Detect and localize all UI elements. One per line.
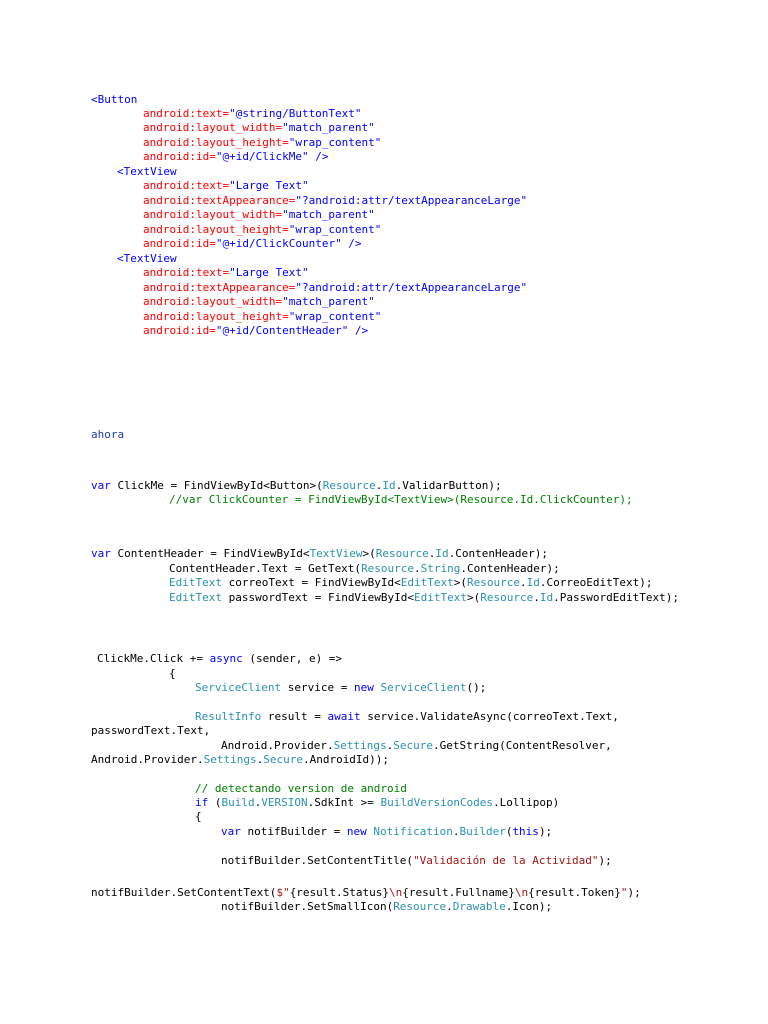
code-text: notifBuilder =	[240, 825, 347, 838]
xml-line	[143, 324, 368, 338]
type-name: Resource	[467, 576, 521, 589]
code-text: ContentHeader.Text = GetText(	[169, 562, 362, 575]
keyword: await	[327, 710, 361, 723]
type-name: Id	[382, 479, 396, 492]
type-name: BuildVersionCodes	[380, 796, 494, 809]
code-text: ContentHeader = FindViewById<	[110, 547, 310, 560]
code-text: .Icon);	[505, 900, 553, 913]
code-text: );	[598, 854, 612, 867]
type-name: Settings	[203, 753, 257, 766]
code-line	[169, 667, 176, 681]
xml-value: "wrap_content"	[288, 136, 382, 149]
code-text: {result.Fullname}	[402, 886, 515, 899]
code-text: {	[169, 667, 176, 680]
xml-attr: android:text=	[143, 107, 230, 120]
xml-value: "@+id/ClickCounter" />	[215, 237, 362, 250]
keyword: var	[221, 825, 241, 838]
type-name: VERSION	[261, 796, 308, 809]
xml-value: "?android:attr/textAppearanceLarge"	[295, 281, 528, 294]
code-text: .	[446, 900, 453, 913]
type-name: Secure	[393, 739, 433, 752]
code-text: .ValidarButton);	[395, 479, 502, 492]
string-literal: "	[620, 886, 628, 899]
keyword: async	[209, 652, 243, 665]
code-line	[195, 681, 486, 695]
keyword: var	[91, 479, 111, 492]
type-name: Id	[539, 591, 554, 604]
xml-button-tag	[91, 93, 137, 107]
type-name: Secure	[263, 753, 303, 766]
type-name: Resource	[361, 562, 415, 575]
code-text: (	[208, 796, 222, 809]
type-name: Resource	[480, 591, 534, 604]
code-text: .	[452, 825, 460, 838]
xml-value: "@+id/ContentHeader" />	[215, 324, 369, 337]
code-text: .	[254, 796, 262, 809]
code-text: .	[375, 479, 383, 492]
type-name: Resource	[393, 900, 447, 913]
xml-attr: android:id=	[143, 150, 216, 163]
type-name: ServiceClient	[380, 681, 467, 694]
xml-value: "wrap_content"	[288, 223, 382, 236]
string-literal: \n	[514, 886, 529, 899]
xml-value: "Large Text"	[229, 266, 309, 279]
code-text: >(	[467, 591, 481, 604]
xml-attr: android:layout_width=	[143, 295, 283, 308]
type-name: Drawable	[452, 900, 506, 913]
keyword: new	[346, 825, 367, 838]
string-literal: $"	[276, 886, 290, 899]
xml-line	[143, 107, 362, 121]
code-text: .	[428, 547, 436, 560]
code-text: .	[386, 739, 394, 752]
code-text: passwordText.Text,	[91, 724, 211, 737]
type-name: Id	[526, 576, 540, 589]
code-line	[169, 562, 560, 576]
xml-value: "@+id/ClickMe" />	[215, 150, 329, 163]
xml-tag: <Button	[91, 93, 138, 106]
type-name: Settings	[333, 739, 387, 752]
code-text: .	[256, 753, 264, 766]
xml-line	[143, 208, 375, 222]
code-text: result =	[261, 710, 328, 723]
xml-attr: android:layout_height=	[143, 136, 289, 149]
xml-line	[143, 136, 381, 150]
code-text: passwordText = FindViewById<	[221, 591, 415, 604]
xml-line	[143, 295, 375, 309]
keyword: new	[353, 681, 374, 694]
type-name: EditText	[400, 576, 454, 589]
type-name: Build	[221, 796, 255, 809]
code-line	[195, 810, 202, 824]
code-text: ClickMe.Click +=	[97, 652, 210, 665]
type-name: Resource	[322, 479, 376, 492]
xml-line	[143, 237, 362, 251]
code-text: .	[533, 591, 540, 604]
xml-line	[143, 281, 527, 295]
code-text: (	[505, 825, 513, 838]
code-line	[195, 796, 559, 810]
code-line	[169, 591, 679, 605]
xml-tag: <TextView	[117, 252, 177, 265]
code-line	[221, 900, 552, 914]
code-text: >(	[362, 547, 376, 560]
xml-line	[143, 194, 527, 208]
xml-tag: <TextView	[117, 165, 177, 178]
xml-textview-tag	[117, 165, 177, 179]
code-text: service.ValidateAsync(correoText.Text,	[360, 710, 619, 723]
code-line	[195, 710, 619, 724]
code-line	[221, 825, 552, 839]
code-text: ();	[466, 681, 487, 694]
xml-line	[143, 121, 375, 135]
xml-attr: android:layout_width=	[143, 208, 283, 221]
type-name: Notification	[373, 825, 453, 838]
code-text: .PasswordEditText);	[553, 591, 679, 604]
xml-attr: android:textAppearance=	[143, 281, 296, 294]
type-name: ResultInfo	[195, 710, 262, 723]
type-name: EditText	[414, 591, 468, 604]
xml-attr: android:layout_height=	[143, 223, 289, 236]
code-text: .AndroidId));	[302, 753, 390, 766]
xml-value: "wrap_content"	[288, 310, 382, 323]
code-text: {result.Token}	[528, 886, 621, 899]
code-line	[169, 576, 652, 590]
xml-line	[143, 223, 381, 237]
code-text: .ContenHeader);	[448, 547, 548, 560]
type-name: TextView	[309, 547, 363, 560]
code-text: ClickMe = FindViewById<Button>(	[110, 479, 323, 492]
type-name: String	[420, 562, 461, 575]
xml-attr: android:text=	[143, 179, 230, 192]
code-text: .	[414, 562, 421, 575]
type-name: EditText	[169, 576, 222, 589]
code-comment: //var ClickCounter = FindViewById<TextView>(Resource.Id.ClickCounter);	[169, 493, 633, 506]
type-name: EditText	[169, 591, 222, 604]
type-name: ServiceClient	[195, 681, 282, 694]
code-text: );	[538, 825, 553, 838]
xml-attr: android:id=	[143, 237, 216, 250]
code-text: (sender, e) =>	[242, 652, 343, 665]
code-text: notifBuilder.SetSmallIcon(	[221, 900, 394, 913]
code-line	[97, 652, 342, 666]
xml-value: "Large Text"	[229, 179, 309, 192]
xml-line	[143, 179, 309, 193]
code-line	[221, 854, 612, 868]
code-text: );	[627, 886, 641, 899]
xml-value: "match_parent"	[282, 208, 375, 221]
type-name: Id	[435, 547, 449, 560]
code-line	[91, 479, 502, 493]
keyword: var	[91, 547, 111, 560]
string-literal: \n	[389, 886, 403, 899]
code-text: Android.Provider.	[91, 753, 204, 766]
xml-attr: android:text=	[143, 266, 230, 279]
code-line	[91, 886, 641, 900]
code-text: {result.Status}	[289, 886, 390, 899]
code-text: .ContenHeader);	[460, 562, 560, 575]
xml-value: "@string/ButtonText"	[229, 107, 362, 120]
section-heading: ahora	[91, 428, 125, 441]
keyword: if	[195, 796, 209, 809]
keyword: this	[512, 825, 539, 838]
code-text: >(	[453, 576, 468, 589]
xml-attr: android:layout_height=	[143, 310, 289, 323]
code-text: .	[520, 576, 527, 589]
type-name: Resource	[375, 547, 429, 560]
xml-value: "match_parent"	[282, 295, 375, 308]
type-name: Builder	[459, 825, 506, 838]
xml-line	[143, 150, 328, 164]
xml-line	[143, 310, 381, 324]
code-text: {	[195, 810, 202, 823]
code-text: service =	[281, 681, 354, 694]
code-text: Android.Provider.	[221, 739, 334, 752]
code-text: .SdkInt >=	[307, 796, 381, 809]
code-line	[221, 739, 612, 753]
code-text: .Lollipop)	[493, 796, 560, 809]
code-comment: // detectando version de android	[195, 782, 407, 795]
code-text: correoText = FindViewById<	[221, 576, 401, 589]
code-line	[91, 753, 389, 767]
xml-line	[143, 266, 309, 280]
code-line	[91, 724, 210, 738]
xml-attr: android:layout_width=	[143, 121, 283, 134]
code-text: notifBuilder.SetContentText(	[91, 886, 277, 899]
code-text: notifBuilder.SetContentTitle(	[221, 854, 414, 867]
xml-textview-tag	[117, 252, 177, 266]
code-line	[91, 547, 548, 561]
xml-attr: android:id=	[143, 324, 216, 337]
code-text: .GetString(ContentResolver,	[432, 739, 612, 752]
code-text: .CorreoEditText);	[539, 576, 653, 589]
xml-value: "match_parent"	[282, 121, 375, 134]
xml-attr: android:textAppearance=	[143, 194, 296, 207]
string-literal: "Validación de la Actividad"	[413, 854, 599, 867]
xml-value: "?android:attr/textAppearanceLarge"	[295, 194, 528, 207]
